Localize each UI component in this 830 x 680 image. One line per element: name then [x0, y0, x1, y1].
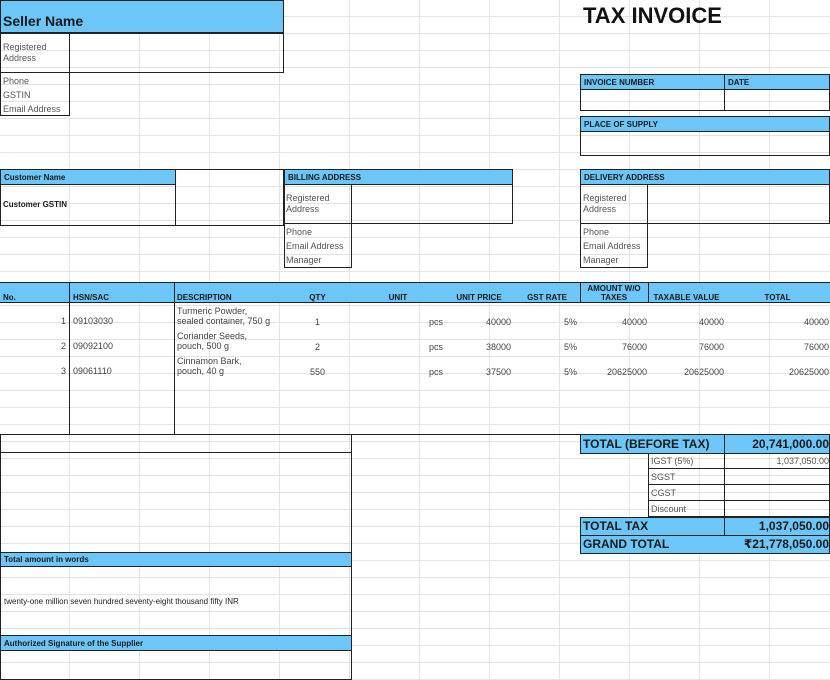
- row-2-description: Coriander Seeds, pouch, 500 g: [177, 331, 248, 351]
- delivery-registered-address-label: Registered Address: [583, 193, 627, 214]
- delivery-manager-label: Manager: [583, 255, 619, 265]
- row-2-unit-price: 38000: [485, 342, 511, 352]
- cgst-label: CGST: [651, 488, 677, 498]
- row-1-taxable: 40000: [698, 317, 724, 327]
- sgst-label: SGST: [651, 472, 676, 482]
- col-no-header: No.: [3, 293, 16, 302]
- row-3-unit-price: 37500: [485, 367, 511, 377]
- billing-manager-label: Manager: [286, 255, 322, 265]
- discount-label: Discount: [651, 504, 687, 514]
- col-hsn-header: HSN/SAC: [73, 293, 110, 302]
- col-gst-rate-header: GST RATE: [527, 293, 567, 302]
- grand-total-value: ₹21,778,050.00: [743, 537, 829, 551]
- row-2-amount: 76000: [621, 342, 647, 352]
- row-2-gst-rate: 5%: [563, 342, 577, 352]
- date-field[interactable]: [724, 89, 830, 111]
- row-3-taxable: 20625000: [683, 367, 724, 377]
- row-1-no: 1: [60, 316, 66, 326]
- billing-email-label: Email Address: [286, 241, 344, 251]
- customer-gstin-label: Customer GSTIN: [3, 200, 68, 209]
- seller-phone-label: Phone: [3, 76, 30, 86]
- grand-total-label: GRAND TOTAL: [583, 537, 670, 551]
- total-tax-label: TOTAL TAX: [583, 519, 649, 533]
- notes-box-top[interactable]: [0, 434, 352, 453]
- row-3-amount: 20625000: [606, 367, 647, 377]
- row-1-total: 40000: [803, 317, 829, 327]
- col-qty-header: QTY: [309, 293, 326, 302]
- signature-box[interactable]: [0, 650, 352, 680]
- col-description-header: DESCRIPTION: [177, 293, 232, 302]
- billing-registered-address-label: Registered Address: [286, 193, 330, 214]
- place-of-supply-header: PLACE OF SUPPLY: [580, 116, 830, 132]
- row-1-hsn: 09103030: [73, 316, 114, 326]
- row-3-no: 3: [60, 366, 66, 376]
- row-3-qty: 550: [309, 367, 326, 377]
- total-tax-value: 1,037,050.00: [758, 519, 829, 533]
- invoice-title: TAX INVOICE: [583, 3, 722, 28]
- col-taxable-header: TAXABLE VALUE: [653, 293, 720, 302]
- col-total-header: TOTAL: [764, 293, 791, 302]
- row-1-unit-price: 40000: [485, 317, 511, 327]
- row-3-unit: pcs: [428, 367, 443, 377]
- row-3-hsn: 09061110: [73, 366, 112, 376]
- row-1-gst-rate: 5%: [563, 317, 577, 327]
- customer-name-field[interactable]: [175, 169, 284, 226]
- amount-in-words-header: Total amount in words: [0, 552, 352, 567]
- customer-name-header: Customer Name: [0, 169, 176, 185]
- seller-email-label: Email Address: [3, 104, 61, 114]
- col-amount-header: AMOUNT W/O TAXES: [587, 284, 641, 302]
- delivery-address-header: DELIVERY ADDRESS: [580, 169, 830, 185]
- billing-address-header: BILLING ADDRESS: [284, 169, 513, 185]
- col-unit-header: UNIT: [388, 293, 408, 302]
- billing-phone-label: Phone: [286, 227, 313, 237]
- place-of-supply-field[interactable]: [580, 131, 830, 156]
- row-2-unit: pcs: [428, 342, 443, 352]
- signature-header: Authorized Signature of the Supplier: [0, 635, 352, 651]
- invoice-number-header: INVOICE NUMBER: [580, 74, 725, 90]
- delivery-phone-label: Phone: [583, 227, 610, 237]
- row-2-total: 76000: [803, 342, 829, 352]
- col-unit-price-header: UNIT PRICE: [456, 293, 502, 302]
- total-before-tax-label: TOTAL (BEFORE TAX): [583, 437, 710, 451]
- row-2-qty: 2: [314, 342, 320, 352]
- seller-name: Seller Name: [3, 13, 84, 29]
- row-1-amount: 40000: [621, 317, 647, 327]
- row-1-unit: pcs: [428, 317, 443, 327]
- row-2-taxable: 76000: [698, 342, 724, 352]
- row-3-total: 20625000: [788, 367, 829, 377]
- row-3-gst-rate: 5%: [563, 367, 577, 377]
- date-header: DATE: [724, 74, 830, 90]
- row-2-no: 2: [60, 341, 66, 351]
- seller-registered-address-label: Registered Address: [3, 42, 47, 63]
- amount-in-words-value: twenty-one million seven hundred seventy-eight thousand fifty INR: [4, 597, 239, 606]
- igst-value: 1,037,050.00: [776, 456, 829, 466]
- delivery-email-label: Email Address: [583, 241, 641, 251]
- row-2-hsn: 09092100: [73, 341, 114, 351]
- row-1-qty: 1: [314, 317, 320, 327]
- total-before-tax-value: 20,741,000.00: [752, 437, 829, 451]
- seller-gstin-label: GSTIN: [3, 90, 31, 100]
- igst-label: IGST (5%): [651, 456, 694, 466]
- row-1-description: Turmeric Powder, sealed container, 750 g: [177, 306, 271, 326]
- invoice-number-field[interactable]: [580, 89, 725, 111]
- row-3-description: Cinnamon Bark, pouch, 40 g: [177, 356, 242, 376]
- notes-box[interactable]: [0, 452, 352, 553]
